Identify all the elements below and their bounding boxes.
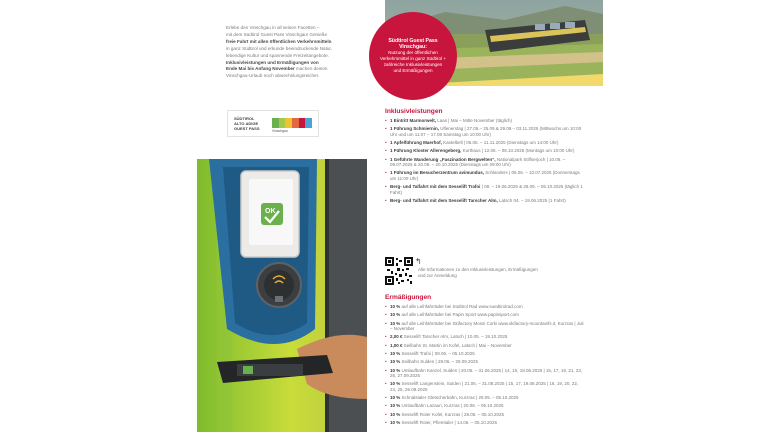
list-item-bold: 10 % bbox=[390, 320, 401, 326]
curved-arrow-icon: ↰ bbox=[415, 257, 422, 266]
logo-color-bar bbox=[279, 118, 286, 128]
list-item-text: auf alle Leihfahrräder bei Papin Sport www.papinsport.com bbox=[400, 312, 519, 318]
list-item bbox=[385, 343, 585, 349]
ermaess-heading: Ermäßigungen bbox=[385, 294, 432, 301]
intro-bold: Inklusivleistungen und Ermäßigungen von bbox=[226, 59, 319, 65]
list-item bbox=[385, 148, 585, 154]
list-item-text: | 08. – 19.06.2025 & 28.09. – 05.10.2025 (täglich 1 Fahrt) bbox=[390, 184, 583, 195]
list-item-bold: 2,00 € bbox=[390, 334, 403, 340]
list-item bbox=[385, 118, 585, 124]
list-item-text: Sesselift Roter Kofel, Kurzras | 28.06. – 05.10.2025 bbox=[400, 411, 504, 417]
validator-photo bbox=[197, 159, 367, 432]
list-item-text: auf alle Leihfahrräder bei Skifactory Mossi Corki www.skifactory-mountainfs.it, Kurzras | Juli – November bbox=[390, 320, 584, 332]
list-item bbox=[385, 157, 585, 168]
list-item bbox=[385, 170, 585, 181]
list-item-text: Nationalpark Stilfserjoch | 10.06. – 09.07.2025 & 20.08. – 20.10.2025 (Dienstags um 09:00 Uhr) bbox=[390, 156, 566, 168]
list-item bbox=[385, 412, 585, 418]
list-item-bold: 10 % bbox=[390, 312, 401, 318]
list-item-text: Latsch 04. – 19.06.2025 (1 Fahrt) bbox=[497, 198, 566, 204]
list-item-text: Laas | Mai – Mitte November (täglich) bbox=[436, 118, 512, 123]
logo-color-bars bbox=[272, 118, 312, 128]
list-item bbox=[385, 381, 585, 392]
list-item bbox=[385, 334, 585, 340]
list-item-text: Schnalstaler Gletscherbahn, Kurzras | 29.05. – 05.10.2025 bbox=[400, 395, 519, 401]
list-item bbox=[385, 395, 585, 401]
intro-line: mit dem Südtirol Guest Pass Vinschgau! Genieße bbox=[226, 31, 328, 37]
inklusiv-list bbox=[385, 118, 585, 206]
list-item-bold: 1 Apfelführung Maerhof, bbox=[390, 140, 442, 146]
intro-bold: Ende Mai bis Anfang November bbox=[226, 66, 295, 72]
intro-line: lebendige Kultur und spannende Freizeitangebote. bbox=[226, 52, 329, 58]
list-item bbox=[385, 140, 585, 146]
inklusiv-heading: Inklusivleistungen bbox=[385, 108, 443, 115]
list-item-text: Seilbahn St. Martin im Kofel, Latsch | Mai – November bbox=[402, 342, 512, 348]
intro-line: machen deinen bbox=[294, 66, 328, 72]
list-item-bold: 10 % bbox=[390, 350, 401, 356]
qr-code[interactable] bbox=[385, 257, 413, 285]
logo-line: ALTO ADIGE bbox=[234, 121, 259, 127]
list-item bbox=[385, 198, 585, 204]
list-item-bold: 10 % bbox=[390, 381, 401, 387]
list-item-text: Umlaufbahn Kanzel, Sulden | 20.06. – 31.06.2025 | 14, 15, 18.06.2025 | 15, 17, 19, 21, 23, 26, 27.09.2025 bbox=[390, 367, 583, 379]
list-item bbox=[385, 304, 585, 310]
list-item-bold: 1,00 € bbox=[390, 342, 403, 348]
ermaess-list bbox=[385, 304, 585, 428]
list-item-bold: Berg- und Talfahrt mit dem Sesselift Trafoi bbox=[390, 184, 481, 190]
list-item-text: Umlaufbahn Lazaun, Kurzras | 20.06. – 05.10.2025 bbox=[400, 403, 504, 409]
intro-line: in ganz Südtirol und erkunde beeindruckende Natur, bbox=[226, 45, 332, 51]
list-item-text: Schlanders | 06.06. – 10.07.2025 (Donnerstags um 11:00 Uhr) bbox=[390, 170, 580, 181]
logo-color-bar bbox=[299, 118, 306, 128]
logo-color-bar bbox=[272, 118, 279, 128]
intro-line: Vinschgau-Urlaub noch abwechslungsreicher. bbox=[226, 73, 320, 79]
list-item-bold: 1 Führung Schmiernin, bbox=[390, 126, 440, 132]
logo-line: SÜDTIROL bbox=[234, 116, 255, 121]
guest-pass-logo bbox=[227, 110, 319, 137]
logo-wordmark bbox=[234, 116, 260, 132]
list-item-bold: 10 % bbox=[390, 403, 401, 409]
list-item-bold: 10 % bbox=[390, 395, 401, 401]
list-item-text: Seilbahn Sulden | 28.06. – 28.09.2025 bbox=[400, 359, 478, 365]
list-item-bold: 1 Führung Kloster Allerengeberg, bbox=[390, 148, 462, 154]
intro-paragraph bbox=[226, 25, 366, 80]
list-item-bold: 10 % bbox=[390, 420, 401, 426]
list-item bbox=[385, 420, 585, 426]
list-item-text: Kastelbell | 06.05. – 11.11.2025 (Dienstags um 14:00 Uhr) bbox=[441, 140, 559, 146]
intro-bold: freie Fahrt mit allen öffentlichen Verkehrsmitteln bbox=[226, 38, 332, 44]
validator-ok-text: OK bbox=[265, 208, 276, 215]
badge-text: Nutzung der öffentlichen Verkehrsmittel in ganz Südtirol + zahlreiche Inklusivleistungen und Ermäßigungen bbox=[380, 50, 447, 73]
logo-sub: Vinschgau bbox=[272, 129, 288, 133]
list-item bbox=[385, 126, 585, 137]
list-item-bold: 1 Eintritt Marmorwelt, bbox=[390, 118, 437, 123]
logo-line: GUEST PASS bbox=[234, 126, 260, 132]
list-item bbox=[385, 321, 585, 332]
list-item-text: Kurthaus | 12.06. – 08.10.2025 (Montags um 10:00 Uhr) bbox=[461, 148, 575, 154]
list-item bbox=[385, 403, 585, 409]
intro-line: Erlebe den Vinschgau in all seinen Facetten – bbox=[226, 25, 320, 30]
qr-description: Alle Informationen zu den Inklusivleistungen, Ermäßigungen und zur Anmeldung bbox=[418, 267, 538, 278]
badge-subtitle: Vinschgau: bbox=[399, 44, 427, 50]
list-item-bold: 10 % bbox=[390, 359, 401, 365]
list-item-text: auf alle Leihfahrräder bei Südtirol Rad www.suedtirolrad.com bbox=[400, 304, 523, 309]
list-item-text: Ulfenerstag | 27.05.– 25.09.& 29.09.– 03.11.2025 (Mittwochs um 10:00 Uhr und um 11.07 – 17.08 Samstag um 10:00 Uhr) bbox=[390, 126, 582, 137]
list-item-text: Sesselift Trafoi | 08.06. – 05.10.2025 bbox=[400, 350, 475, 356]
list-item-bold: 10 % bbox=[390, 411, 401, 417]
list-item bbox=[385, 351, 585, 357]
list-item-text: Sesselift Langenstein, Sulden | 21.06. – 31.08.2025 | 15, 17, 19.06.2025 | 16, 19, 20, 22, 24, 25, 26.09.2025 bbox=[390, 381, 579, 392]
badge-title: Südtirol Guest Pass bbox=[388, 38, 438, 44]
list-item-text: Sesselift Tarscher Alm, Latsch | 10.05. – 19.10.2025 bbox=[402, 334, 508, 340]
list-item-bold: Berg- und Talfahrt mit dem Sesselift Tarscher Alm, bbox=[390, 198, 498, 204]
logo-color-bar bbox=[292, 118, 299, 128]
list-item bbox=[385, 359, 585, 365]
list-item-bold: 10 % bbox=[390, 304, 401, 309]
list-item bbox=[385, 368, 585, 379]
guest-pass-badge bbox=[369, 12, 457, 100]
list-item-text: Sesselift Roter, Pfiemtaler | 14.06. – 05.10.2025 bbox=[400, 420, 497, 426]
list-item-bold: 1 Geführte Wanderung „Faszination Bergwelten“, bbox=[390, 156, 496, 162]
list-item-bold: 1 Führung im Besucherzentrum avimundus, bbox=[390, 170, 485, 176]
list-item-bold: 10 % bbox=[390, 367, 401, 373]
list-item bbox=[385, 312, 585, 318]
logo-color-bar bbox=[285, 118, 292, 128]
list-item bbox=[385, 184, 585, 195]
logo-color-bar bbox=[305, 118, 312, 128]
